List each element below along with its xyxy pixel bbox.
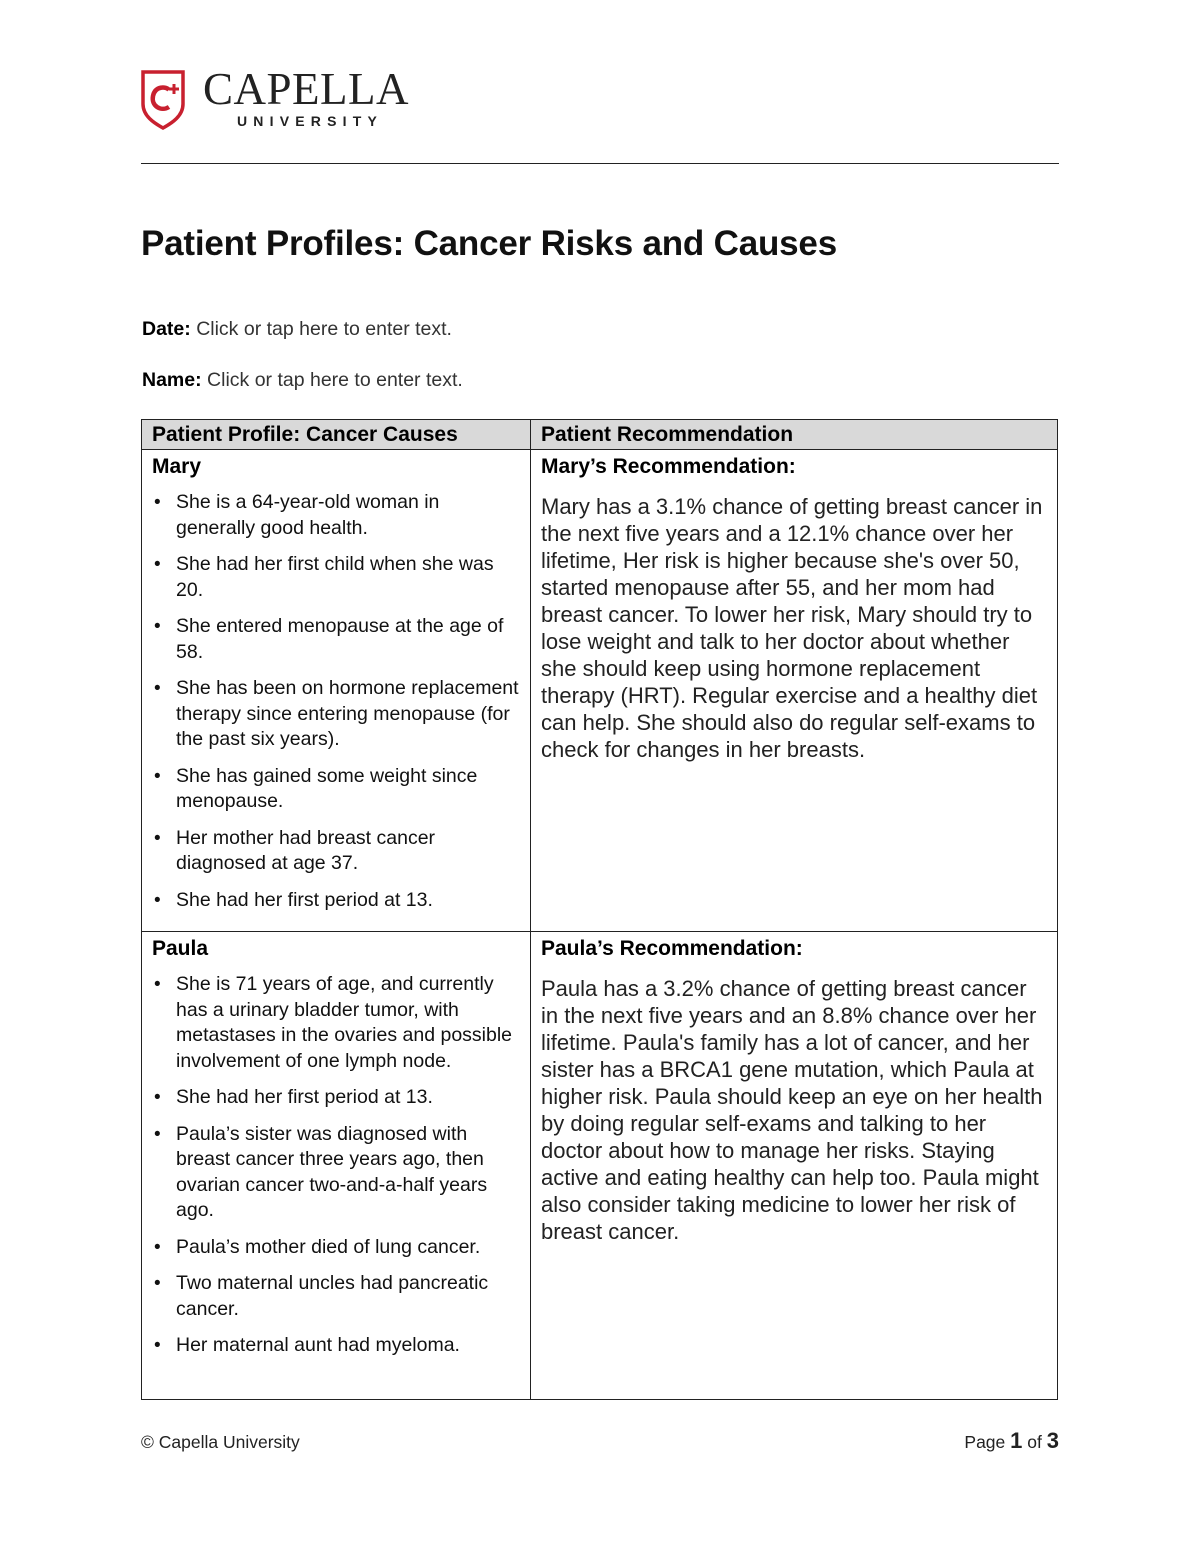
header-recommendation: Patient Recommendation	[541, 423, 794, 446]
table-row-mary	[142, 450, 1057, 931]
table-row-paula	[142, 931, 1057, 1399]
logo-subtitle: UNIVERSITY	[237, 113, 384, 129]
footer-copyright: © Capella University	[141, 1432, 300, 1452]
list-item: • She has been on hormone replacement therapy since entering menopause (for the past six years).	[152, 676, 520, 753]
list-item: • She has gained some weight since menopause.	[152, 764, 520, 815]
date-field	[142, 318, 452, 341]
page-title: Patient Profiles: Cancer Risks and Causes	[141, 224, 837, 263]
list-item: • She is a 64-year-old woman in generally good health.	[152, 490, 520, 541]
header-divider	[141, 163, 1059, 164]
list-item: • Two maternal uncles had pancreatic cancer.	[152, 1271, 520, 1322]
date-input[interactable]: Click or tap here to enter text.	[196, 318, 452, 340]
page-of: of	[1027, 1432, 1042, 1452]
name-input[interactable]: Click or tap here to enter text.	[207, 369, 463, 391]
capella-logo	[141, 66, 421, 136]
patient-name: Mary	[152, 455, 202, 478]
date-label: Date:	[142, 318, 191, 340]
recommendation-text[interactable]: Mary has a 3.1% chance of getting breast cancer in the next five years and a 12.1% chance over her lifetime, Her risk is higher because she's over 50, started menopause after 55, and her mom had breast cancer. To lower her risk, Mary should try to lose weight and talk to her doctor about whether she should keep using hormone replacement therapy (HRT). Regular exercise and a healthy diet can help. She should also do regular self-exams to check for changes in her breasts.	[541, 494, 1043, 762]
list-item: • Paula’s mother died of lung cancer.	[152, 1235, 520, 1261]
recommendation-title: Paula’s Recommendation:	[541, 937, 803, 960]
header-profile: Patient Profile: Cancer Causes	[142, 420, 531, 449]
list-item: • Her maternal aunt had myeloma.	[152, 1333, 520, 1359]
profile-cell-mary	[142, 450, 531, 931]
list-item: • She had her first period at 13.	[152, 1085, 520, 1111]
profile-cell-paula	[142, 932, 531, 1399]
table-header-row	[142, 420, 1057, 450]
list-item: • Paula’s sister was diagnosed with breast cancer three years ago, then ovarian cancer two-and-a-half years ago.	[152, 1122, 520, 1224]
list-item: • Her mother had breast cancer diagnosed at age 37.	[152, 826, 520, 877]
recommendation-cell-paula	[531, 932, 1057, 1399]
logo-wordmark: CAPELLA	[203, 64, 409, 114]
page-total: 3	[1046, 1428, 1059, 1453]
risk-list	[152, 490, 520, 913]
list-item: • She had her first period at 13.	[152, 888, 520, 914]
name-field	[142, 369, 463, 392]
patient-name: Paula	[152, 937, 209, 960]
recommendation-title: Mary’s Recommendation:	[541, 455, 796, 478]
capella-shield-icon	[141, 70, 185, 130]
recommendation-cell-mary	[531, 450, 1057, 931]
recommendation-text[interactable]: Paula has a 3.2% chance of getting breast cancer in the next five years and an 8.8% chance over her lifetime. Paula's family has a lot of cancer, and her sister has a BRCA1 gene mutation, which Paula at higher risk. Paula should keep an eye on her health by doing regular self-exams and talking to her doctor about how to manage her risks. Staying active and eating healthy can help too. Paula might also consider taking medicine to lower her risk of breast cancer.	[541, 976, 1043, 1244]
list-item: • She entered menopause at the age of 58.	[152, 614, 520, 665]
page-prefix: Page	[964, 1432, 1006, 1452]
patient-table	[141, 419, 1058, 1400]
name-label: Name:	[142, 369, 202, 391]
page-current: 1	[1010, 1428, 1023, 1453]
page-number	[964, 1428, 1059, 1454]
risk-list	[152, 972, 520, 1359]
list-item: • She is 71 years of age, and currently has a urinary bladder tumor, with metastases in the ovaries and possible involvement of one lymph node.	[152, 972, 520, 1074]
list-item: • She had her first child when she was 20.	[152, 552, 520, 603]
